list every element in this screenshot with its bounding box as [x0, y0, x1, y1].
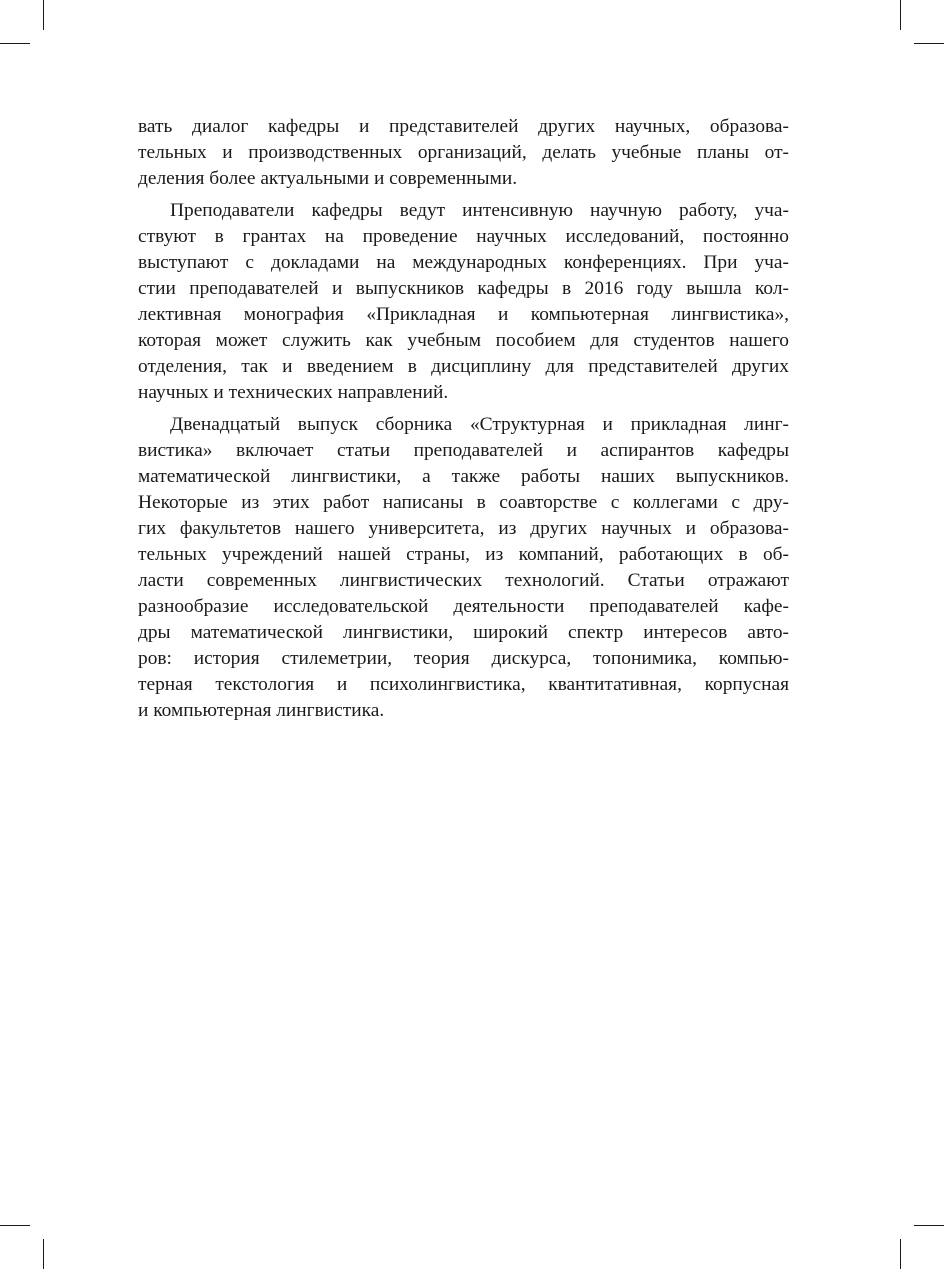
text-line: тельных учреждений нашей страны, из компаний, работающих в об-: [138, 544, 789, 565]
text-line: лективная монография «Прикладная и компьютерная лингвистика»,: [138, 304, 789, 325]
paragraph-2: [138, 198, 789, 406]
crop-mark-top-right-vertical: [900, 0, 901, 30]
text-line: математической лингвистики, а также работы наших выпускников.: [138, 466, 789, 487]
text-line: которая может служить как учебным пособием для студентов нашего: [138, 330, 789, 351]
crop-mark-top-left-vertical: [43, 0, 44, 30]
text-line: гих факультетов нашего университета, из других научных и образова-: [138, 518, 789, 539]
text-line: терная текстология и психолингвистика, квантитативная, корпусная: [138, 674, 789, 695]
text-line: вать диалог кафедры и представителей других научных, образова-: [138, 116, 789, 137]
text-line: стии преподавателей и выпускников кафедры в 2016 году вышла кол-: [138, 278, 789, 299]
text-line: ласти современных лингвистических технологий. Статьи отражают: [138, 570, 789, 591]
crop-mark-top-left-horizontal: [0, 43, 30, 44]
text-line: ствуют в грантах на проведение научных исследований, постоянно: [138, 226, 789, 247]
body-text: [138, 114, 789, 730]
text-line: научных и технических направлений.: [138, 382, 449, 403]
text-line: Двенадцатый выпуск сборника «Структурная и прикладная линг-: [170, 414, 789, 435]
crop-mark-bottom-right-vertical: [900, 1239, 901, 1269]
crop-mark-bottom-left-vertical: [43, 1239, 44, 1269]
text-line: и компьютерная лингвистика.: [138, 700, 385, 721]
crop-mark-top-right-horizontal: [914, 43, 944, 44]
text-line: выступают с докладами на международных конференциях. При уча-: [138, 252, 789, 273]
text-line: отделения, так и введением в дисциплину для представителей других: [138, 356, 789, 377]
paragraph-3: [138, 412, 789, 724]
text-line: дры математической лингвистики, широкий спектр интересов авто-: [138, 622, 789, 643]
text-line: ров: история стилеметрии, теория дискурса, топонимика, компью-: [138, 648, 789, 669]
text-line: Преподаватели кафедры ведут интенсивную научную работу, уча-: [170, 200, 789, 221]
crop-mark-bottom-right-horizontal: [914, 1225, 944, 1226]
text-line: деления более актуальными и современными.: [138, 168, 518, 189]
text-line: тельных и производственных организаций, делать учебные планы от-: [138, 142, 789, 163]
text-line: вистика» включает статьи преподавателей и аспирантов кафедры: [138, 440, 789, 461]
paragraph-1: [138, 114, 789, 192]
text-line: Некоторые из этих работ написаны в соавторстве с коллегами с дру-: [138, 492, 789, 513]
crop-mark-bottom-left-horizontal: [0, 1225, 30, 1226]
text-line: разнообразие исследовательской деятельности преподавателей кафе-: [138, 596, 789, 617]
